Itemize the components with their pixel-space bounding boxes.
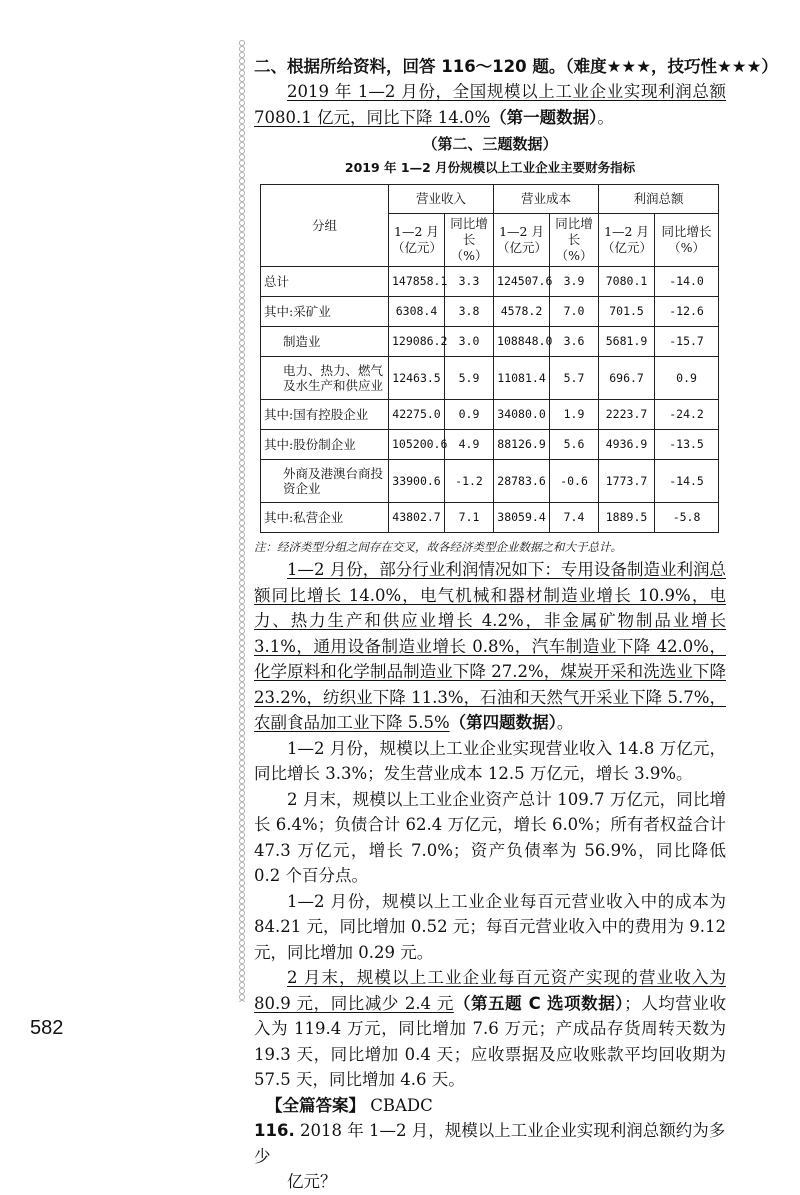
table-cell: 5.9 — [445, 357, 494, 400]
table-cell: 88126.9 — [494, 430, 550, 460]
p5-underlined: 2 月末，规模以上工业企业每百元资产实现的营业收入为 80.9 元，同比减少 2.4 元 — [254, 968, 726, 1013]
table-cell: 4936.9 — [599, 430, 655, 460]
table-row — [261, 297, 719, 327]
row-label: 总计 — [261, 267, 389, 297]
table-cell: 42275.0 — [389, 400, 445, 430]
table-cell: 0.9 — [655, 357, 719, 400]
table-cell: -15.7 — [655, 327, 719, 357]
table-cell: 129086.2 — [389, 327, 445, 357]
document-body — [254, 55, 778, 1195]
row-label: 外商及港澳台商投资企业 — [261, 460, 389, 503]
table-cell: -14.0 — [655, 267, 719, 297]
col-group-cost: 营业成本 — [494, 185, 599, 214]
table-cell: 3.3 — [445, 267, 494, 297]
col-group-profit: 利润总额 — [599, 185, 719, 214]
table-cell: -24.2 — [655, 400, 719, 430]
row-label: 电力、热力、燃气及水生产和供应业 — [261, 357, 389, 400]
table-cell: 2223.7 — [599, 400, 655, 430]
table-body — [261, 267, 719, 533]
intro-end: 。 — [597, 107, 614, 127]
row-label: 制造业 — [261, 327, 389, 357]
table-cell: 4.9 — [445, 430, 494, 460]
intro-text: 2019 年 1—2 月份，全国规模以上工业企业实现利润总额 7080.1 亿元，同比下降 14.0% — [254, 82, 726, 127]
table-cell: 38059.4 — [494, 503, 550, 533]
question-116 — [254, 1118, 726, 1169]
row-label: 其中:采矿业 — [261, 297, 389, 327]
table-row — [261, 400, 719, 430]
table-cell: 7.0 — [550, 297, 599, 327]
sub-header: 1—2 月（亿元） — [599, 214, 655, 267]
table-cell: 1889.5 — [599, 503, 655, 533]
table-cell: 5.6 — [550, 430, 599, 460]
table-row — [261, 267, 719, 297]
table-subtitle: （第二、三题数据） — [422, 135, 558, 153]
paragraph-assets: 2 月末，规模以上工业企业资产总计 109.7 万亿元，同比增长 6.4%；负债合计 62.4 万亿元，增长 6.0%；所有者权益合计 47.3 万亿元，增长 7.0%；资产负债率为 56.9%，同比降低 0.2 个百分点。 — [254, 789, 726, 885]
group-header: 分组 — [261, 185, 389, 267]
table-cell: 105200.6 — [389, 430, 445, 460]
table-cell: 108848.0 — [494, 327, 550, 357]
table-cell: 3.6 — [550, 327, 599, 357]
page-number: 582 — [30, 1017, 64, 1039]
p1-end: 。 — [556, 713, 574, 732]
table-cell: 3.9 — [550, 267, 599, 297]
table-cell: 124507.6 — [494, 267, 550, 297]
wavy-margin-rule — [238, 40, 246, 1002]
question-number: 116. — [254, 1121, 295, 1140]
table-header-row-1 — [261, 185, 719, 214]
table-cell: 7.4 — [550, 503, 599, 533]
p1-text: 1—2 月份，部分行业利润情况如下：专用设备制造业利润总额同比增长 14.0%，电气机械和器材制造业增长 10.9%，电力、热力生产和供应业增长 4.2%，非金属矿物制品业增长 3.1%，通用设备制造业增长 0.8%，汽车制造业下降 42.0%，化学原料和化学制品制造业下降 27.2%，煤炭开采和洗选业下降 23.2%，纺织业下降 11.3%，石油和天然气开采业下降 5.7%，农副食品加工业下降 5.5% — [254, 560, 726, 732]
table-cell: 34080.0 — [494, 400, 550, 430]
table-cell: -12.6 — [655, 297, 719, 327]
table-cell: 4578.2 — [494, 297, 550, 327]
question-line-1: 2018 年 1—2 月，规模以上工业企业实现利润总额约为多少 — [254, 1121, 726, 1166]
table-cell: 3.0 — [445, 327, 494, 357]
sub-header: 1—2 月（亿元） — [494, 214, 550, 267]
table-row — [261, 327, 719, 357]
table-cell: -0.6 — [550, 460, 599, 503]
table-cell: -14.5 — [655, 460, 719, 503]
paragraph-revenue: 1—2 月份，规模以上工业企业实现营业收入 14.8 万亿元，同比增长 3.3%；发生营业成本 12.5 万亿元，增长 3.9%。 — [254, 738, 726, 783]
answer-label: 【全篇答案】 — [266, 1095, 365, 1115]
row-label: 其中:私营企业 — [261, 503, 389, 533]
table-cell: 147858.1 — [389, 267, 445, 297]
table-cell: 696.7 — [599, 357, 655, 400]
intro-tag: （第一题数据） — [490, 107, 598, 127]
sub-header: 1—2 月（亿元） — [389, 214, 445, 267]
table-cell: 701.5 — [599, 297, 655, 327]
p5-rest: ；人均营业收入为 119.4 万元，同比增加 7.6 万元；产成品存货周转天数为 19.3 天，同比增加 0.4 天；应收票据及应收账款平均回收期为 57.5 天，同比增加 4.6 天。 — [254, 993, 726, 1089]
paragraph-cost-per-hundred: 1—2 月份，规模以上工业企业每百元营业收入中的成本为 84.21 元，同比增加 0.52 元；每百元营业收入中的费用为 9.12 元，同比增加 0.29 元。 — [254, 891, 726, 962]
table-title: 2019 年 1—2 月份规模以上工业企业主要财务指标 — [344, 160, 636, 175]
financial-indicators-table — [260, 184, 719, 533]
paragraph-asset-revenue — [254, 965, 726, 1093]
sub-header: 同比增长（%） — [550, 214, 599, 267]
table-row — [261, 430, 719, 460]
sub-header: 同比增长（%） — [655, 214, 719, 267]
table-cell: 28783.6 — [494, 460, 550, 503]
table-cell: 7.1 — [445, 503, 494, 533]
table-cell: 12463.5 — [389, 357, 445, 400]
sub-header: 同比增长（%） — [445, 214, 494, 267]
table-cell: 1773.7 — [599, 460, 655, 503]
answer-value: CBADC — [370, 1095, 433, 1115]
table-cell: 33900.6 — [389, 460, 445, 503]
p1-tag: （第四题数据） — [449, 713, 557, 732]
table-cell: 1.9 — [550, 400, 599, 430]
table-cell: 43802.7 — [389, 503, 445, 533]
question-line-2: 亿元？ — [287, 1172, 337, 1191]
table-row — [261, 503, 719, 533]
table-row — [261, 460, 719, 503]
intro-paragraph — [254, 79, 726, 130]
table-cell: -1.2 — [445, 460, 494, 503]
table-note: 注：经济类型分组之间存在交叉，故各经济类型企业数据之和大于总计。 — [254, 540, 622, 554]
table-cell: 7080.1 — [599, 267, 655, 297]
table-cell: 5.7 — [550, 357, 599, 400]
paragraph-industry-profits — [254, 557, 726, 736]
section-heading: 二、根据所给资料，回答 116～120 题。（难度★★★，技巧性★★★） — [254, 57, 778, 76]
table-cell: 0.9 — [445, 400, 494, 430]
p5-tag: （第五题 C 选项数据） — [453, 993, 625, 1013]
table-row — [261, 357, 719, 400]
table-cell: 3.8 — [445, 297, 494, 327]
table-cell: 11081.4 — [494, 357, 550, 400]
row-label: 其中:国有控股企业 — [261, 400, 389, 430]
row-label: 其中:股份制企业 — [261, 430, 389, 460]
table-cell: 6308.4 — [389, 297, 445, 327]
table-cell: -5.8 — [655, 503, 719, 533]
col-group-revenue: 营业收入 — [389, 185, 494, 214]
table-cell: -13.5 — [655, 430, 719, 460]
table-cell: 5681.9 — [599, 327, 655, 357]
full-answer — [266, 1093, 726, 1119]
